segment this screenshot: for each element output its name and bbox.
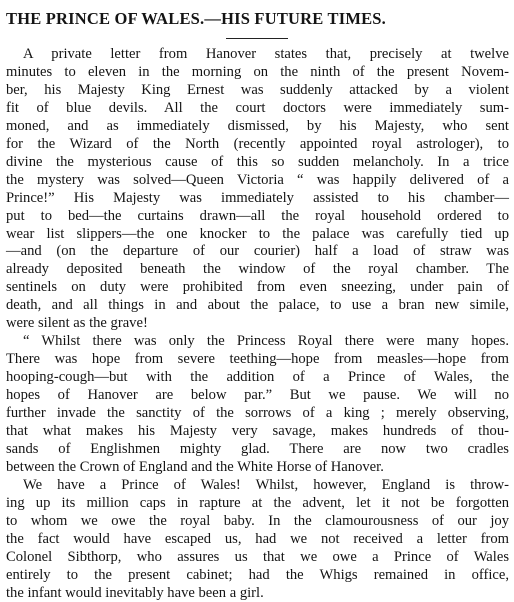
text-line: fit of blue devils. All the court doctors were immediately sum- [6, 99, 509, 116]
text-line: minutes to eleven in the morning on the ninth of the present Novem- [6, 63, 509, 80]
text-line: put to bed—the curtains drawn—all the royal household ordered to [6, 207, 509, 224]
text-line: further invade the sanctity of the sorrows of a king ; merely observing, [6, 405, 509, 421]
text-line: Colonel Sibthorp, who assures us that we owe a Prince of Wales [6, 548, 509, 565]
text-line: that what makes his Majesty very savage, makes hundreds of thou- [6, 422, 509, 439]
text-line: the infant would inevitably have been a girl. [6, 584, 264, 601]
text-line: to whom we owe the royal baby. In the clamourousness of our joy [6, 512, 509, 529]
text-line: —and (on the departure of our courier) half a load of straw was [6, 243, 509, 260]
headline-divider-rule [226, 38, 288, 39]
text-line: ber, his Majesty King Ernest was suddenly attacked by a violent [6, 81, 509, 98]
text-line: ing up its million caps in rapture at the advent, let it not be forgotten [6, 494, 509, 511]
text-line: were silent as the grave! [6, 315, 148, 332]
text-line: We have a Prince of Wales! Whilst, however, England is throw- [23, 476, 509, 493]
text-line: sands of Englishmen mighty glad. There are now two cradles [6, 440, 509, 457]
text-line: death, and all things in and about the palace, to use a bran new simile, [6, 297, 509, 314]
text-line: sentinels on duty were prohibited from even sneezing, under pain of [6, 279, 509, 296]
text-line: entirely to the present cabinet; had the Whigs remained in office, [6, 566, 509, 583]
text-line: the fact would have escaped us, had we not received a letter from [6, 530, 509, 547]
text-line: wear list slippers—the one knocker to the palace was carefully tied up [6, 225, 509, 242]
text-line: divine the mysterious cause of this so sudden melancholy. In a trice [6, 153, 509, 170]
text-line: Prince!” His Majesty was immediately assisted to his chamber— [6, 189, 509, 206]
article-headline: THE PRINCE OF WALES.—HIS FUTURE TIMES. [6, 9, 387, 28]
text-line: There was hope from severe teething—hope from measles—hope from [6, 351, 509, 368]
text-line: already deposited beneath the window of the royal chamber. The [6, 261, 509, 278]
text-line: A private letter from Hanover states that, precisely at twelve [23, 46, 509, 62]
text-line: the mystery was solved—Queen Victoria “ was happily delivered of a [6, 171, 509, 188]
text-line: moned, and as immediately dismissed, by his Majesty, who sent [6, 117, 509, 134]
text-line: “ Whilst there was only the Princess Royal there were many hopes. [23, 333, 509, 350]
text-line: hopes of Hanover are below par.” But we pause. We will no [6, 387, 509, 404]
text-line: for the Wizard of the North (recently appointed royal astrologer), to [6, 135, 509, 152]
text-line: hooping-cough—but with the addition of a Prince of Wales, the [6, 369, 509, 386]
text-line: between the Crown of England and the White Horse of Hanover. [6, 458, 384, 475]
